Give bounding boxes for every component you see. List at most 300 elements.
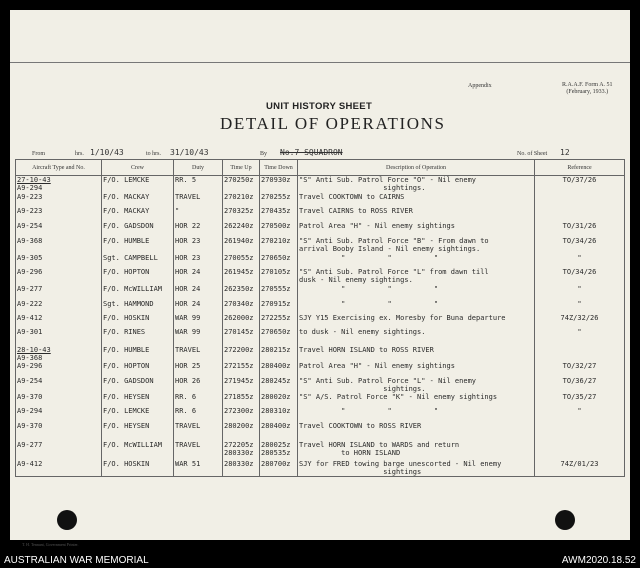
down-text: 270435z [261,206,291,215]
crew-cell [102,407,174,422]
down-text: 270650z [261,253,291,262]
form-number-text: R.A.A.F. Form A. 51 [562,82,613,88]
time-up-cell [223,393,260,407]
down-text: 272255z [261,313,291,322]
time-up-cell [223,328,260,346]
appendix-label: Appendix [468,83,492,89]
table-row [16,377,625,393]
description-cell [298,193,535,207]
aircraft-number: A9-305 [17,253,43,262]
duty-text: TRAVEL [175,192,201,201]
duty-text: WAR 99 [175,313,201,322]
time-down-cell [260,285,298,300]
table-row [16,254,625,268]
footer-institution: AUSTRALIAN WAR MEMORIAL [4,555,149,566]
reference-cell [535,460,625,477]
table-row [16,193,625,207]
aircraft-cell [16,328,102,346]
ref-text: TO/35/27 [562,392,597,401]
down-text: 270930z [261,176,291,184]
duty-cell [174,314,223,328]
time-down-cell [260,300,298,314]
desc-text: "S" Anti Sub. Patrol Force "O" - Nil enemy sightings. [299,176,477,192]
col-time-down: Time Down [260,160,298,176]
down-text: 280400z [261,361,291,370]
description-cell [298,300,535,314]
duty-text: HOR 23 [175,253,201,262]
sheet-label: No. of Sheet [517,151,548,157]
crew-cell [102,237,174,254]
desc-text: "S" A/S. Patrol Force "K" - Nil enemy sightings [299,392,498,401]
duty-cell [174,268,223,285]
crew-text: F/O. LEMCKE [103,176,150,184]
description-cell [298,222,535,237]
description-cell [298,176,535,193]
ref-text: TO/34/26 [562,267,597,276]
up-text: 280200z [224,421,254,430]
crew-text: F/O. HOPTON [103,267,150,276]
duty-cell [174,346,223,362]
time-down-cell [260,254,298,268]
reference-cell [535,285,625,300]
reference-cell [535,268,625,285]
ref-text: " [577,299,582,308]
description-cell [298,407,535,422]
aircraft-cell [16,377,102,393]
time-up-cell [223,254,260,268]
punch-hole [555,510,575,530]
crew-cell [102,377,174,393]
duty-cell [174,254,223,268]
crew-cell [102,314,174,328]
crew-text: Sgt. CAMPBELL [103,253,158,262]
crew-cell [102,346,174,362]
desc-text: "S" Anti Sub. Patrol Force "L" from dawn till dusk - Nil enemy sightings. [299,267,489,284]
table-row [16,237,625,254]
desc-text: to dusk - Nil enemy sightings. [299,327,426,336]
down-text: 280400z [261,421,291,430]
aircraft-number: A9-277 [17,440,43,449]
down-text: 270650z [261,327,291,336]
duty-text: HOR 24 [175,284,201,293]
reference-cell [535,377,625,393]
desc-text: Travel COOKTOWN to CAIRNS [299,192,405,201]
reference-cell [535,422,625,441]
up-text: 272200z [224,345,254,354]
up-text: 272155z [224,361,254,370]
crew-cell [102,460,174,477]
reference-cell [535,346,625,362]
duty-cell [174,193,223,207]
desc-text: Travel HORN ISLAND to WARDS and return to HORN ISLAND [299,440,460,457]
up-text: 272205z 280330z [224,440,254,457]
reference-cell [535,328,625,346]
table-row [16,441,625,460]
down-text: 270255z [261,192,291,201]
desc-text: SJY Y15 Exercising ex. Moresby for Buna departure [299,313,506,322]
to-date: 31/10/43 [170,148,209,157]
time-down-cell [260,328,298,346]
aircraft-cell [16,407,102,422]
duty-text: HOR 24 [175,267,201,276]
col-aircraft: Aircraft Type and No. [16,160,102,176]
up-text: 270210z [224,192,254,201]
crew-text: F/O. HOSKIN [103,313,150,322]
col-reference: Reference [535,160,625,176]
up-text: 261940z [224,236,254,245]
desc-text: "S" Anti Sub. Patrol Force "B" - From dawn to arrival Booby Island - Nil enemy sightings. [299,236,489,253]
desc-text: "S" Anti Sub. Patrol Force "L" - Nil enemy sightings. [299,376,477,393]
reference-cell [535,362,625,377]
from-date: 1/10/43 [90,148,124,157]
crew-cell [102,393,174,407]
down-text: 280215z [261,345,291,354]
crew-text: F/O. HEYSEN [103,392,150,401]
ref-text: TO/36/27 [562,376,597,385]
duty-text: RR. 6 [175,392,197,401]
crew-text: F/O. McWILLIAM [103,284,163,293]
duty-text: HOR 25 [175,361,201,370]
crew-text: F/O. HOPTON [103,361,150,370]
description-cell [298,207,535,222]
description-cell [298,377,535,393]
duty-text: WAR 51 [175,459,201,468]
aircraft-number: A9-296 [17,361,43,370]
time-up-cell [223,300,260,314]
aircraft-cell [16,193,102,207]
time-up-cell [223,193,260,207]
aircraft-number: A9-222 [17,299,43,308]
crew-text: F/O. McWILLIAM [103,440,163,449]
duty-cell [174,362,223,377]
duty-text: HOR 22 [175,221,201,230]
table-row [16,328,625,346]
aircraft-cell [16,441,102,460]
reference-cell [535,222,625,237]
aircraft-number: A9-370 [17,392,43,401]
time-up-cell [223,207,260,222]
table-row [16,393,625,407]
header-rule [10,62,630,63]
table-row [16,268,625,285]
reference-cell [535,254,625,268]
description-cell [298,460,535,477]
from-label: From [32,151,46,157]
duty-text: " [175,206,180,215]
down-text: 270210z [261,236,291,245]
time-down-cell [260,314,298,328]
form-date-text: (February, 1933.) [566,89,609,95]
desc-text: Travel COOKTOWN to ROSS RIVER [299,421,422,430]
description-cell [298,393,535,407]
form-sheet [10,10,630,547]
down-text: 270105z [261,267,291,276]
up-text: 262350z [224,284,254,293]
time-up-cell [223,268,260,285]
down-text: 270500z [261,221,291,230]
form-number [562,82,613,96]
desc-text: " " " [299,406,439,415]
unit-history-title: UNIT HISTORY SHEET [266,101,373,112]
aircraft-cell [16,254,102,268]
reference-cell [535,237,625,254]
aircraft-number: A9-223 [17,206,43,215]
aircraft-cell [16,422,102,441]
time-up-cell [223,422,260,441]
date-marker: 28-10-43 [17,345,51,354]
description-cell [298,422,535,441]
duty-cell [174,285,223,300]
crew-text: F/O. MACKAY [103,192,150,201]
aircraft-number: A9-370 [17,421,43,430]
ref-text: TO/37/26 [562,176,597,184]
time-down-cell [260,193,298,207]
ref-text: 74Z/32/26 [560,313,599,322]
time-down-cell [260,176,298,193]
crew-text: F/O. GADSDON [103,376,154,385]
time-up-cell [223,285,260,300]
up-text: 261945z [224,267,254,276]
up-text: 271855z [224,392,254,401]
table-row [16,346,625,362]
desc-text: " " " [299,299,439,308]
duty-text: TRAVEL [175,345,201,354]
time-down-cell [260,207,298,222]
up-text: 262240z [224,221,254,230]
description-cell [298,314,535,328]
col-time-up: Time Up [223,160,260,176]
ref-text: TO/34/26 [562,236,597,245]
table-row [16,362,625,377]
crew-text: F/O. HOSKIN [103,459,150,468]
time-up-cell [223,346,260,362]
duty-text: HOR 23 [175,236,201,245]
duty-cell [174,237,223,254]
description-cell [298,346,535,362]
aircraft-cell [16,176,102,193]
crew-cell [102,422,174,441]
crew-text: F/O. HUMBLE [103,236,150,245]
ref-text: " [577,406,582,415]
aircraft-number: A9-254 [17,376,43,385]
date-marker: 27-10-43 [17,176,51,184]
duty-cell [174,328,223,346]
table-row [16,176,625,193]
aircraft-cell [16,300,102,314]
time-down-cell [260,346,298,362]
crew-text: F/O. LEMCKE [103,406,150,415]
desc-text: " " " [299,253,439,262]
aircraft-number: A9-223 [17,192,43,201]
aircraft-cell [16,222,102,237]
table-row [16,422,625,441]
time-down-cell [260,422,298,441]
ref-text: 74Z/01/23 [560,459,599,468]
up-text: 262000z [224,313,254,322]
time-up-cell [223,222,260,237]
footer-bar [0,552,640,568]
desc-text: Patrol Area "H" - Nil enemy sightings [299,361,455,370]
aircraft-number: A9-301 [17,327,43,336]
printer-note: T. H. Tennant, Government Printer. [22,542,79,547]
reference-cell [535,193,625,207]
aircraft-number: A9-412 [17,459,43,468]
time-up-cell [223,362,260,377]
reference-cell [535,207,625,222]
down-text: 280245z [261,376,291,385]
table-row [16,314,625,328]
duty-cell [174,207,223,222]
up-text: 272300z [224,406,254,415]
description-cell [298,237,535,254]
table-header-row [16,160,625,176]
duty-cell [174,441,223,460]
time-down-cell [260,407,298,422]
time-down-cell [260,237,298,254]
aircraft-number: A9-254 [17,221,43,230]
ref-text: " [577,327,582,336]
up-text: 280330z [224,459,254,468]
aircraft-number: A9-412 [17,313,43,322]
desc-text: " " " [299,284,439,293]
duty-cell [174,377,223,393]
time-down-cell [260,460,298,477]
table-body [16,176,625,477]
time-up-cell [223,460,260,477]
up-text: 270250z [224,176,254,184]
page-title: DETAIL OF OPERATIONS [220,114,446,133]
duty-cell [174,407,223,422]
time-down-cell [260,268,298,285]
desc-text: Travel HORN ISLAND to ROSS RIVER [299,345,434,354]
col-duty: Duty [174,160,223,176]
down-text: 270555z [261,284,291,293]
duty-cell [174,393,223,407]
crew-text: F/O. HUMBLE [103,345,150,354]
duty-cell [174,422,223,441]
down-text: 280020z [261,392,291,401]
time-down-cell [260,393,298,407]
description-cell [298,285,535,300]
aircraft-cell [16,314,102,328]
time-up-cell [223,314,260,328]
reference-cell [535,176,625,193]
aircraft-number: A9-368 [17,353,43,362]
up-text: 270325z [224,206,254,215]
duty-cell [174,300,223,314]
time-down-cell [260,362,298,377]
aircraft-number: A9-294 [17,184,43,192]
desc-text: Travel CAIRNS to ROSS RIVER [299,206,413,215]
crew-cell [102,362,174,377]
aircraft-cell [16,393,102,407]
time-down-cell [260,441,298,460]
table-row [16,285,625,300]
crew-cell [102,300,174,314]
description-cell [298,441,535,460]
col-description: Description of Operation [298,160,535,176]
time-up-cell [223,441,260,460]
aircraft-number: A9-277 [17,284,43,293]
crew-text: F/O. HEYSEN [103,421,150,430]
up-text: 271945z [224,376,254,385]
table-row [16,300,625,314]
duty-text: TRAVEL [175,421,201,430]
time-up-cell [223,377,260,393]
up-text: 270340z [224,299,254,308]
crew-cell [102,193,174,207]
aircraft-number: A9-296 [17,267,43,276]
table-row [16,407,625,422]
col-crew: Crew [102,160,174,176]
down-text: 280025z 280535z [261,440,291,457]
duty-text: RR. 5 [175,176,197,184]
duty-cell [174,222,223,237]
duty-cell [174,176,223,193]
reference-cell [535,300,625,314]
sheet-number: 12 [560,148,570,157]
aircraft-number: A9-368 [17,236,43,245]
aircraft-cell [16,362,102,377]
time-down-cell [260,222,298,237]
time-up-cell [223,176,260,193]
table-row [16,460,625,477]
aircraft-cell [16,207,102,222]
desc-text: SJY for FRED towing barge unescorted - Nil enemy sightings [299,459,502,476]
aircraft-cell [16,268,102,285]
description-cell [298,362,535,377]
duty-cell [174,460,223,477]
time-down-cell [260,377,298,393]
aircraft-cell [16,346,102,362]
ref-text: " [577,253,582,262]
reference-cell [535,393,625,407]
ref-text: TO/32/27 [562,361,597,370]
crew-text: F/O. MACKAY [103,206,150,215]
reference-cell [535,407,625,422]
down-text: 280310z [261,406,291,415]
aircraft-cell [16,237,102,254]
desc-text: Patrol Area "H" - Nil enemy sightings [299,221,455,230]
aircraft-cell [16,460,102,477]
squadron-value: No.7 SQUADRON [280,148,343,157]
down-text: 280700z [261,459,291,468]
duty-text: RR. 6 [175,406,197,415]
ref-text: TO/31/26 [562,221,597,230]
crew-text: Sgt. HAMMOND [103,299,154,308]
description-cell [298,254,535,268]
time-up-cell [223,237,260,254]
crew-text: F/O. RINES [103,327,146,336]
table-row [16,222,625,237]
crew-cell [102,268,174,285]
to-label: to hrs. [146,151,161,157]
duty-text: WAR 99 [175,327,201,336]
operations-table [15,159,625,477]
footer-accession: AWM2020.18.52 [561,555,636,566]
up-text: 270055z [224,253,254,262]
description-cell [298,328,535,346]
hrs-label: hrs. [75,151,84,157]
crew-cell [102,285,174,300]
crew-cell [102,207,174,222]
crew-cell [102,441,174,460]
duty-text: HOR 26 [175,376,201,385]
description-cell [298,268,535,285]
crew-cell [102,254,174,268]
by-label: By [260,151,268,157]
ref-text: " [577,284,582,293]
